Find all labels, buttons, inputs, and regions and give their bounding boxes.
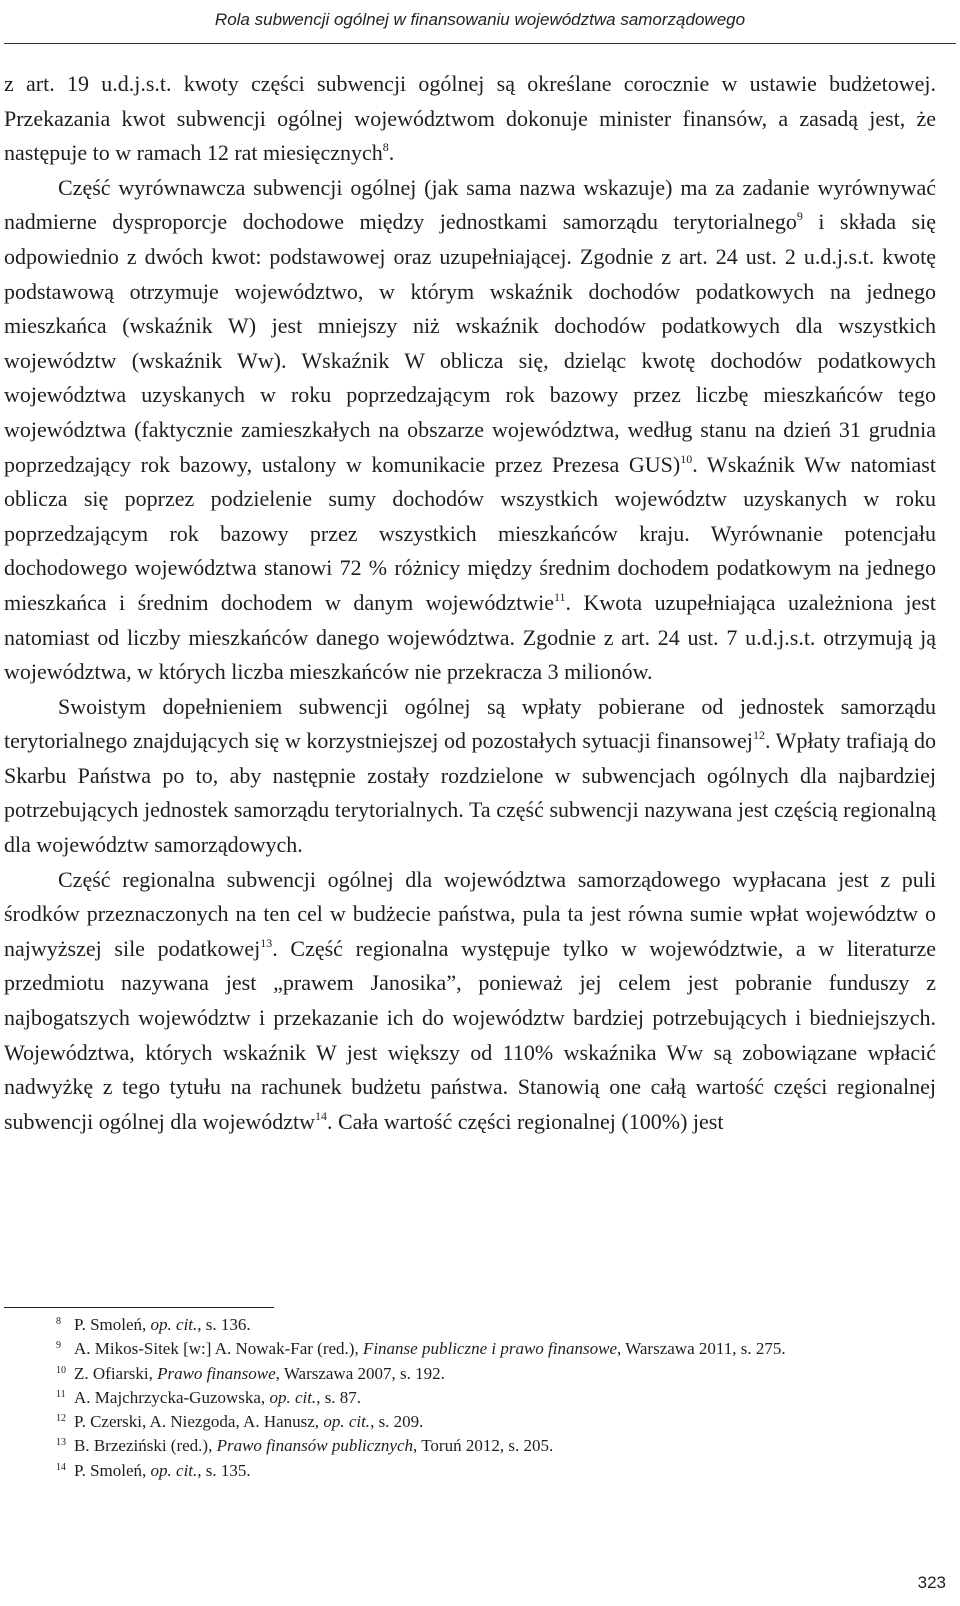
footnotes [4,1313,936,1483]
paragraph-2: Swoistym dopełnieniem subwencji ogólnej są wpłaty pobierane od jednostek samorządu terytorialnego znajdujących się w korzystniejszej od pozostałych sytuacji finansowej$^{12}$. Wpłaty trafiają do Skarbu Państwa po to, aby następnie zostały rozdzielone w subwencjach ogólnych dla najbardziej potrzebujących jednostek samorządu terytorialnych. Ta część subwencji nazywana jest częścią regionalną dla województw samorządowych. [4,693,937,858]
footnote-separator [4,1307,274,1308]
footnote-ref-9[interactable]: 9 [796,209,803,224]
footnote-10: $^{10}$ Z. Ofiarski, Prawo finansowe, Warszawa 2007, s. 192. [56,1363,445,1383]
footnote-8: $^8$ P. Smoleń, op. cit., s. 136. [56,1315,251,1334]
footnote-13: $^{13}$ B. Brzeziński (red.), Prawo finansów publicznych, Toruń 2012, s. 205. [56,1436,554,1456]
footnote-ref-13[interactable]: 13 [260,935,273,950]
footnote-ref-12[interactable]: 12 [752,728,765,743]
footnote-9: $^9$ A. Mikos-Sitek [w:] A. Nowak-Far (red.), Finanse publiczne i prawo finansowe, Warszawa 2011, s. 275. [56,1339,786,1359]
footnote-14: $^{14}$ P. Smoleń, op. cit., s. 135. [56,1460,251,1480]
paragraph-1: z art. 19 u.d.j.s.t. kwoty części subwencji ogólnej są określane corocznie w ustawie budżetowej. Przekazania kwot subwencji ogólnej województwom dokonuje minister finansów, a zasadą jest, że następuje to w ramach 12 rat miesięcznych$^8$. Część wyrównawcza subwencji ogólnej (jak sama nazwa wskazuje) ma za zadanie wyrównywać nadmierne dysproporcje dochodowe między jednostkami samorządu terytorialnego$^9$ i składa się odpowiednio z dwóch kwot: podstawowej oraz uzupełniającej. Zgodnie z art. 24 ust. 2 u.d.j.s.t. kwotę podstawową otrzymuje województwo, w którym wskaźnik dochodów podatkowych na jednego mieszkańca (wskaźnik W) jest mniejszy niż wskaźnik dochodów podatkowych dla wszystkich województw (wskaźnik Ww). Wskaźnik W oblicza się, dzieląc kwotę dochodów podatkowych województwa uzyskanych w roku poprzedzającym rok bazowy przez liczbę mieszkańców tego województwa (faktycznie zamieszkałych na obszarze województwa, według stanu na dzień 31 grudnia poprzedzający rok bazowy, ustalony w komunikacie przez Prezesa GUS)$^{10}$. Wskaźnik Ww natomiast oblicza się poprzez podzielenie sumy dochodów wszystkich województw uzyskanych w roku poprzedzającym rok bazowy przez wszystkich mieszkańców kraju. Wyrównanie potencjału dochodowego województwa stanowi 72 % różnicy między średnim dochodem podatkowym na jednego mieszkańca i średnim dochodem w danym województwie$^{11}$. Kwota uzupełniająca uzależniona jest natomiast od liczby mieszkańców danego województwa. Zgodnie z art. 24 ust. 7 u.d.j.s.t. otrzymują ją województwa, w których liczba mieszkańców nie przekracza 3 milionów. [4,71,936,685]
page-number: 323 [917,1573,946,1592]
footnote-11: $^{11}$ A. Majchrzycka-Guzowska, op. cit., s. 87. [56,1387,362,1407]
footnote-ref-8[interactable]: 8 [382,140,389,155]
paragraph-3: Część regionalna subwencji ogólnej dla województwa samorządowego wypłacana jest z puli środków przeznaczonych na ten cel w budżecie państwa, pula ta jest równa sumie wpłat województw o najwyższej sile podatkowej$^{13}$. Część regionalna występuje tylko w województwie, a w literaturze przedmiotu nazywana jest „prawem Janosika”, ponieważ jej celem jest pobranie funduszy z najbogatszych województw i przekazanie ich do województw bardziej potrzebujących i biedniejszych. Województwa, których wskaźnik W jest większy od 110% wskaźnika Ww są zobowiązane wpłacić nadwyżkę z tego tytułu na rachunek budżetu państwa. Stanowią one całą wartość części regionalnej subwencji ogólnej dla województw$^{14}$. Cała wartość części regionalnej (100%) jest [4,866,936,1134]
body-text [4,67,936,1139]
footnote-ref-10[interactable]: 10 [680,451,693,466]
footnote-12: $^{12}$ P. Czerski, A. Niezgoda, A. Hanusz, op. cit., s. 209. [56,1412,424,1432]
footnote-ref-11[interactable]: 11 [553,589,566,604]
header-divider [4,43,956,44]
footnote-ref-14[interactable]: 14 [315,1108,327,1123]
running-header: Rola subwencji ogólnej w finansowaniu województwa samorządowego [214,10,746,29]
